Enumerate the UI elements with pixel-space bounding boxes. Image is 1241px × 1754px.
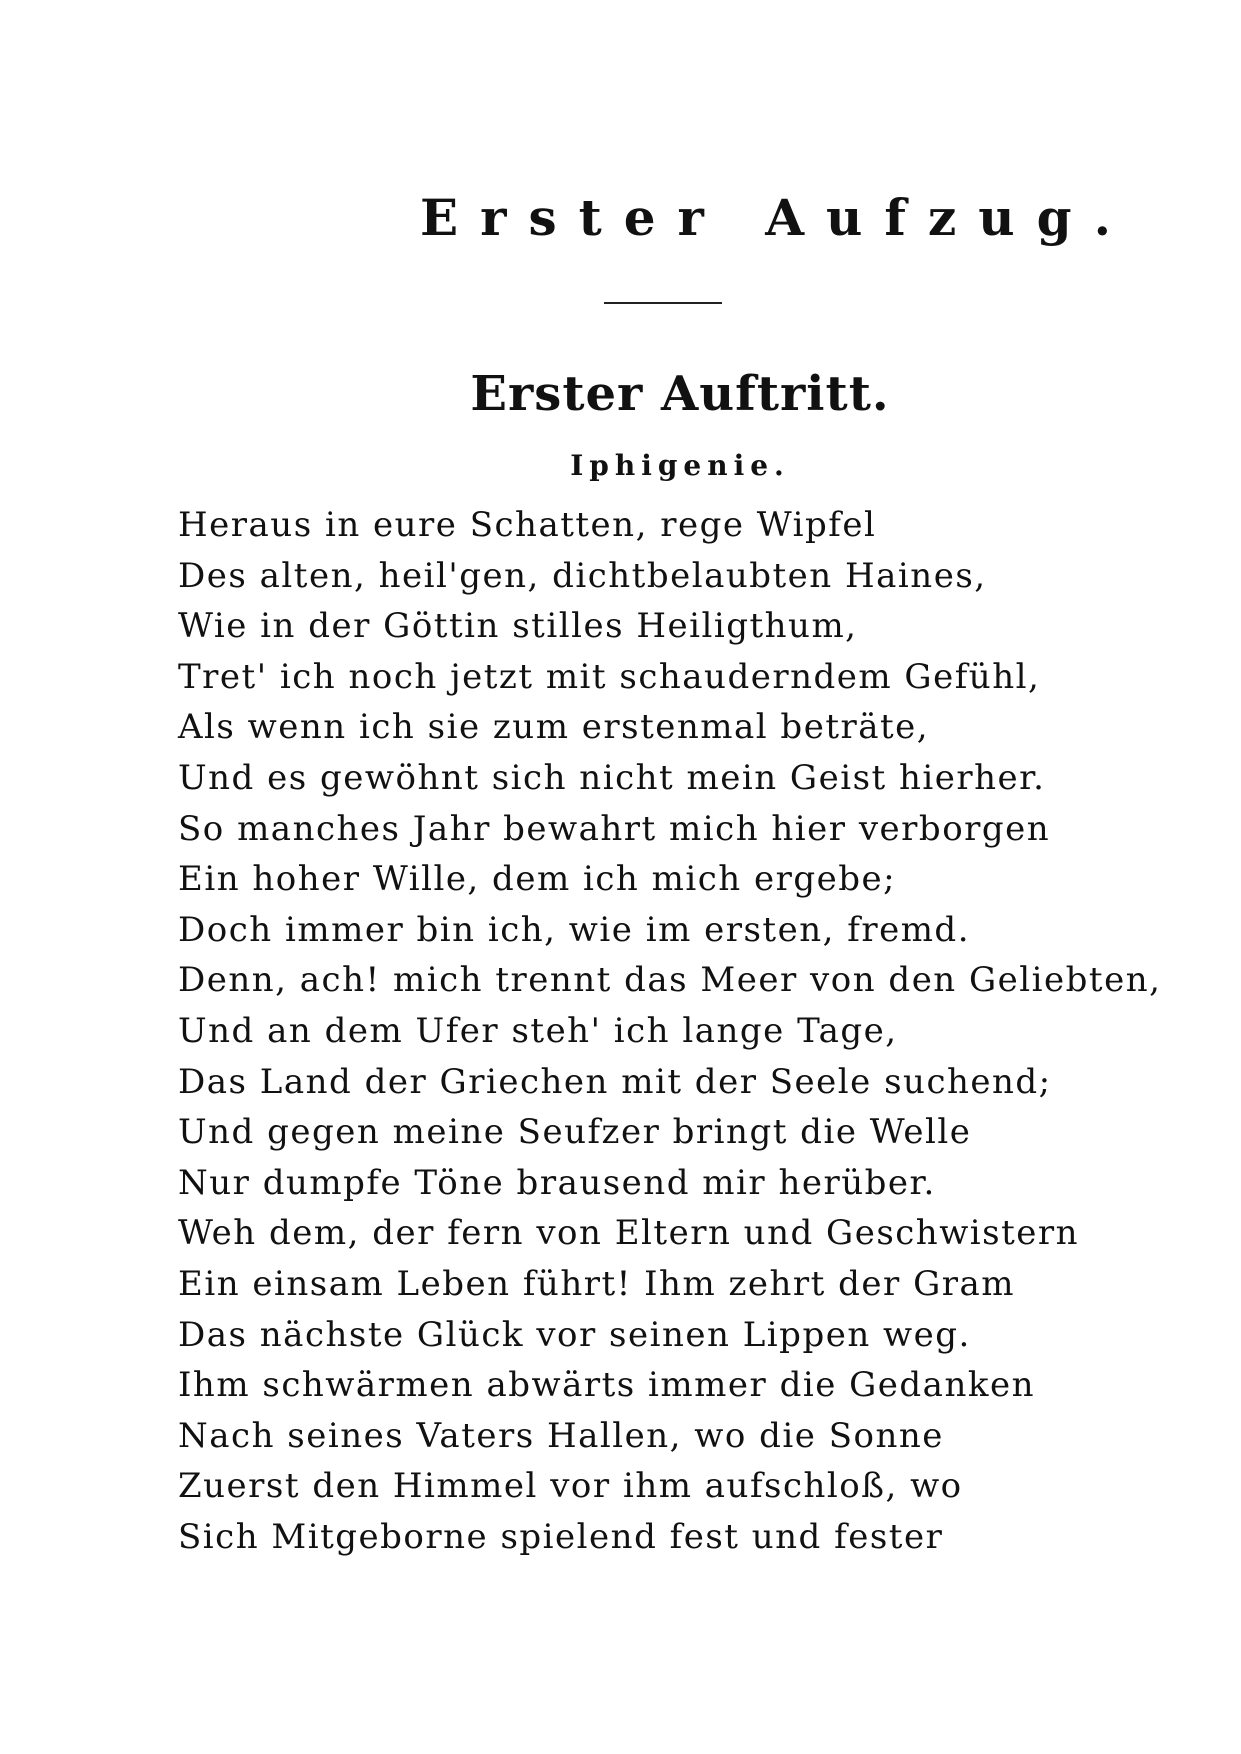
verse-line: Denn, ach! mich trennt das Meer von den Geliebten, xyxy=(178,960,1162,1001)
verse-line: Ein einsam Leben führt! Ihm zehrt der Gram xyxy=(178,1263,1016,1304)
verse-line: So manches Jahr bewahrt mich hier verborgen xyxy=(178,808,1051,849)
verse-line: Als wenn ich sie zum erstenmal beträte, xyxy=(178,707,930,748)
verse-line: Zuerst den Himmel vor ihm aufschloß, wo xyxy=(178,1466,963,1507)
verse-line: Ein hoher Wille, dem ich mich ergebe; xyxy=(178,859,897,900)
verse-line: Und es gewöhnt sich nicht mein Geist hierher. xyxy=(178,757,1046,798)
verse-line: Das nächste Glück vor seinen Lippen weg. xyxy=(178,1314,971,1355)
verse-line: Und an dem Ufer steh' ich lange Tage, xyxy=(178,1010,898,1051)
verse-line: Des alten, heil'gen, dichtbelaubten Haines, xyxy=(178,555,987,596)
verse-line: Doch immer bin ich, wie im ersten, fremd. xyxy=(178,909,971,950)
verse-line: Heraus in eure Schatten, rege Wipfel xyxy=(178,505,877,545)
verse-line: Das Land der Griechen mit der Seele suchend; xyxy=(178,1061,1052,1102)
scene-title: Erster Auftritt. xyxy=(470,366,890,422)
verse-line: Und gegen meine Seufzer bringt die Welle xyxy=(178,1112,972,1153)
title-divider xyxy=(604,302,722,304)
verse-line: Tret' ich noch jetzt mit schauderndem Gefühl, xyxy=(178,656,1041,697)
speaker-name: Iphigenie. xyxy=(570,449,790,482)
verse-line: Nach seines Vaters Hallen, wo die Sonne xyxy=(178,1415,944,1456)
verse-block xyxy=(178,500,1178,1562)
verse-line: Wie in der Göttin stilles Heiligthum, xyxy=(178,606,858,647)
verse-line: Nur dumpfe Töne brausend mir herüber. xyxy=(178,1162,936,1203)
verse-line: Ihm schwärmen abwärts immer die Gedanken xyxy=(178,1365,1035,1406)
act-title: Erster Aufzug. xyxy=(420,188,1134,247)
verse-line: Sich Mitgeborne spielend fest und fester xyxy=(178,1516,944,1557)
verse-line: Weh dem, der fern von Eltern und Geschwistern xyxy=(178,1213,1080,1254)
